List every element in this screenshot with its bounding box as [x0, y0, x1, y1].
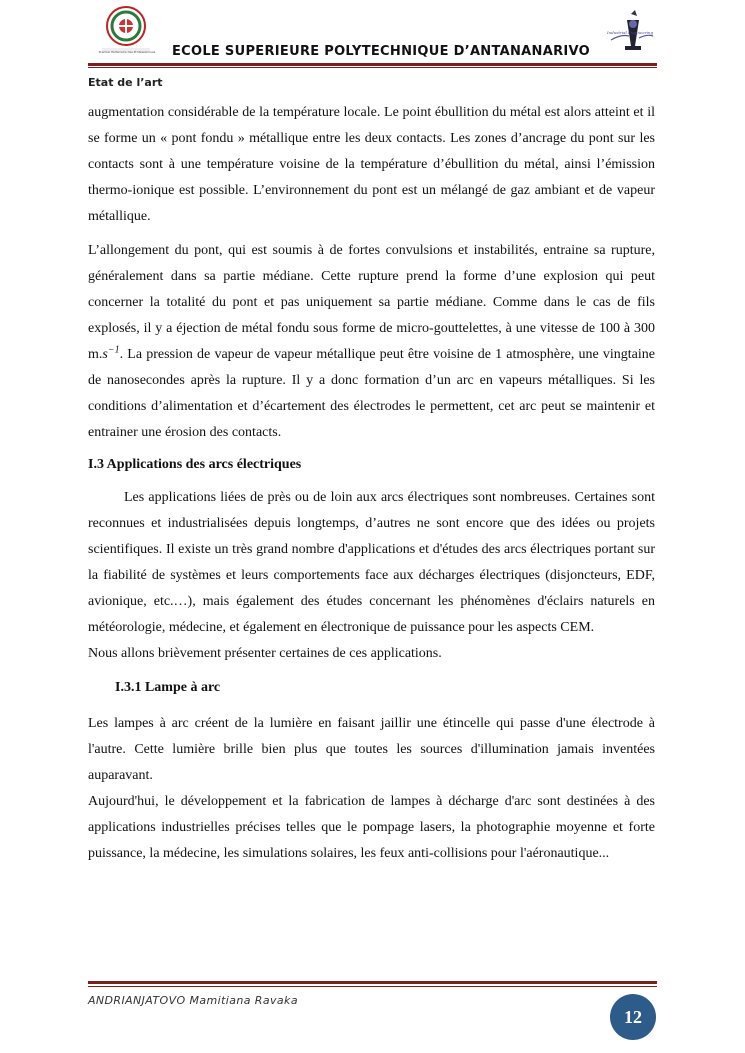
header-rule-thin [88, 67, 657, 68]
industrial-engineering-caption: Industrial Engineering [606, 30, 654, 35]
footer-rule-thin [88, 986, 657, 987]
unit-s: s [102, 347, 108, 362]
page-body [88, 100, 655, 867]
paragraph-applications: Les applications liées de près ou de loin aux arcs électriques sont nombreuses. Certaines sont reconnues et industrialisées depuis longtemps, d’autres ne sont encore que des idées ou projets scientifiques. Il existe un très grand nombre d'applications et d'études des arcs électriques portant sur la fiabilité de systèmes et leurs comportements face aux décharges électriques (disjoncteurs, EDF, avionique, etc.…), mais également des études concernant les phénomènes d'éclairs naturels en météorologie, médecine, et également en électronique de puissance pour les aspects CEM. [88, 490, 655, 635]
paragraph-allongement [88, 238, 655, 446]
page-number-badge: 12 [610, 994, 656, 1040]
paragraph-intro-applications: Nous allons brièvement présenter certaines de ces applications. [88, 646, 442, 661]
paragraph-allongement-rest: . La pression de vapeur de vapeur métallique peut être voisine de 1 atmosphère, une vingtaine de nanosecondes après la rupture. Il y a donc formation d’un arc en vapeurs métalliques. Si les conditions d’alimentation et d’écartement des électrodes le permettent, cet arc peut se maintenir et entrainer une érosion des contacts. [88, 347, 655, 440]
footer-rule [88, 981, 657, 984]
paragraph-pont-fondu: augmentation considérable de la température locale. Le point ébullition du métal est alors atteint et il se forme un « pont fondu » métallique entre les deux contacts. Les zones d’ancrage du pont sur les contacts sont à une température voisine de la température d’ébullition du métal, ainsi l’émission thermo-ionique est possible. L’environnement du pont est un mélangé de gaz ambiant et de vapeur métallique. [88, 105, 655, 224]
heading-applications: I.3 Applications des arcs électriques [88, 457, 302, 472]
paragraph-allongement-text: L’allongement du pont, qui est soumis à de fortes convulsions et instabilités, entraine sa rupture, généralement dans sa partie médiane. Cette rupture prend la forme d’une explosion qui peut concerner la totalité du pont et pas uniquement sa partie médiane. Comme dans le cas de fils explosés, il y a éjection de métal fondu sous forme de micro-gouttelettes, à une vitesse de 100 à 300 m. [88, 243, 655, 362]
paragraph-aujourdhui: Aujourd'hui, le développement et la fabrication de lampes à décharge d'arc sont destinées à des applications industrielles précises telles que le pompage lasers, la photographie moyenne et forte puissance, la médecine, les simulations solaires, les feux anti-collisions pour l'aéronautique... [88, 794, 655, 861]
paragraph-lampes: Les lampes à arc créent de la lumière en faisant jaillir une étincelle qui passe d'une électrode à l'autre. Cette lumière brille bien plus que toutes les sources d'illumination jamais inventées auparavant. [88, 716, 655, 783]
footer-author: ANDRIANJATOVO Mamitiana Ravaka [88, 994, 298, 1007]
heading-lampe-arc: I.3.1 Lampe à arc [115, 680, 221, 695]
section-title: Etat de l’art [88, 76, 163, 89]
unit-exponent: −1 [107, 344, 120, 356]
school-title: ECOLE SUPERIEURE POLYTECHNIQUE D’ANTANANARIVO [171, 44, 591, 59]
header-rule [88, 63, 657, 66]
espa-logo-caption: Premier Partenaire des Professionnels [98, 50, 156, 54]
